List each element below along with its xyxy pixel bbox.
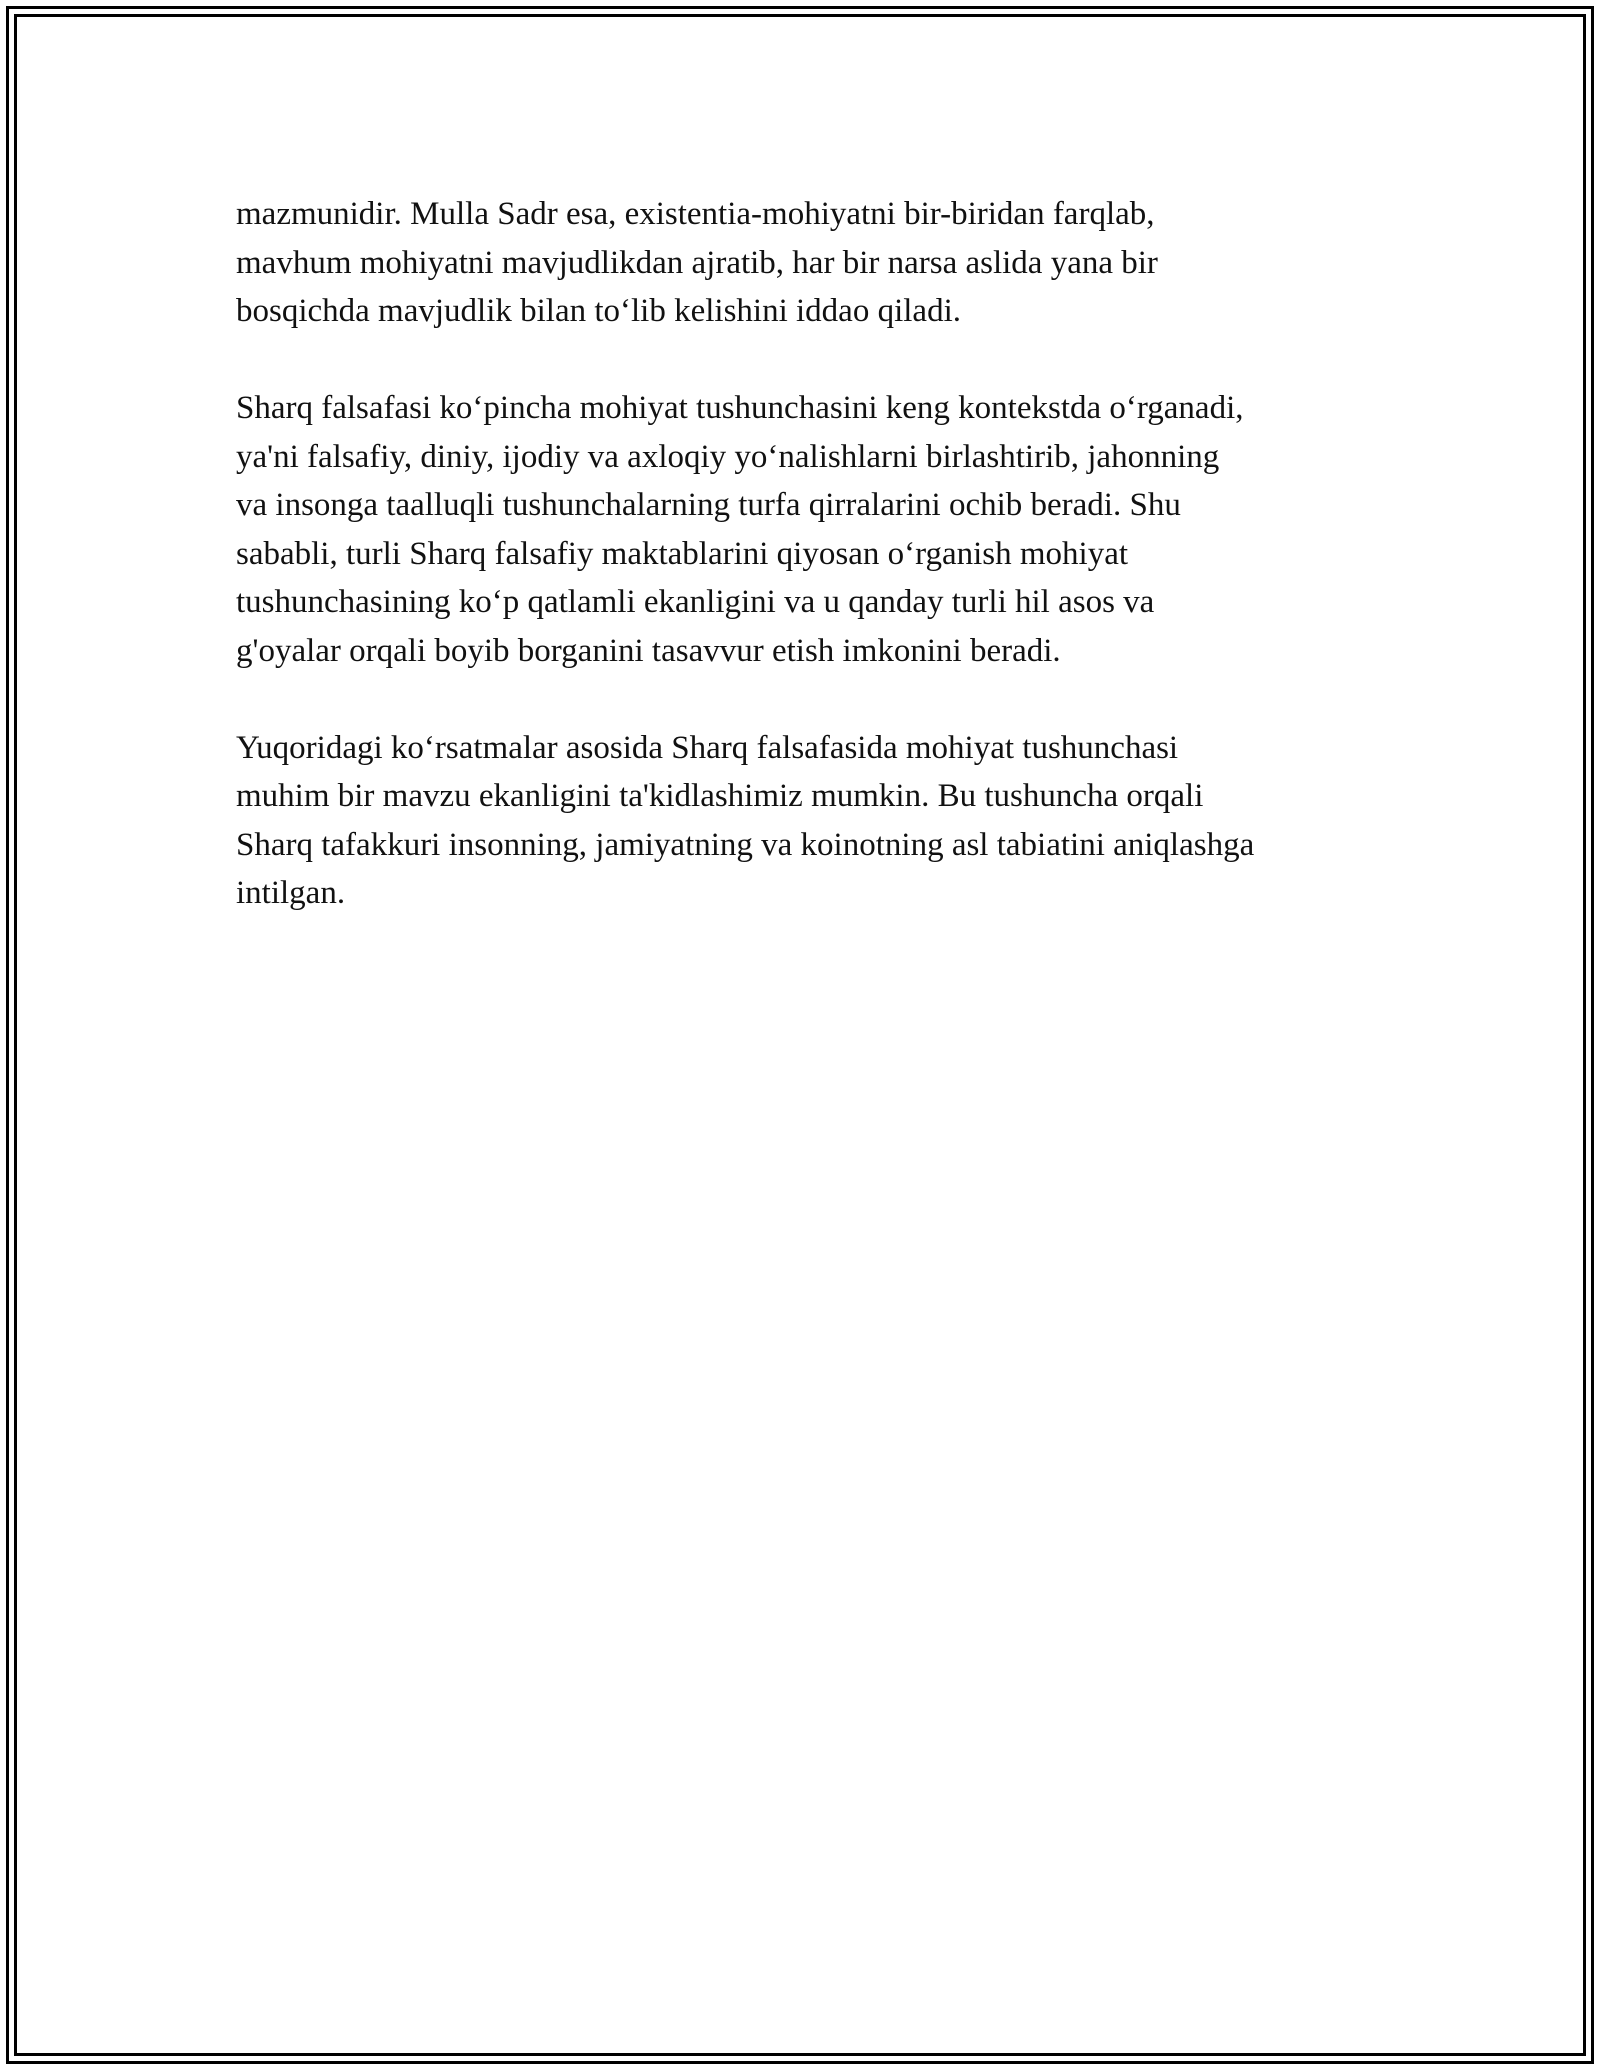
paragraph-3 [236,724,1416,918]
paragraph-2 [236,384,1416,675]
text-line: Yuqoridagi ko‘rsatmalar asosida Sharq falsafasida mohiyat tushunchasi [236,729,1179,766]
text-line: tushunchasining ko‘p qatlamli ekanligini va u qanday turli hil asos va [236,584,1155,620]
document-body [236,190,1416,966]
text-line: muhim bir mavzu ekanligini ta'kidlashimiz mumkin. Bu tushuncha orqali [236,778,1204,814]
text-line: bosqichda mavjudlik bilan to‘lib kelishini iddao qiladi. [236,293,961,329]
text-line: intilgan. [236,875,346,911]
text-line: ya'ni falsafiy, diniy, ijodiy va axloqiy yo‘nalishlarni birlashtirib, jahonning [236,438,1220,475]
text-line: Sharq tafakkuri insonning, jamiyatning va koinotning asl tabiatini aniqlashga [236,826,1255,863]
text-line: g'oyalar orqali boyib borganini tasavvur etish imkonini beradi. [236,632,1061,669]
text-line: sababli, turli Sharq falsafiy maktablarini qiyosan o‘rganish mohiyat [236,535,1129,572]
text-line: mavhum mohiyatni mavjudlikdan ajratib, har bir narsa aslida yana bir [236,244,1158,281]
text-line: va insonga taalluqli tushunchalarning turfa qirralarini ochib beradi. Shu [236,487,1181,523]
text-line: mazmunidir. Mulla Sadr esa, existentia-mohiyatni bir-biridan farqlab, [236,196,1155,232]
paragraph-1 [236,190,1416,336]
text-line: Sharq falsafasi ko‘pincha mohiyat tushunchasini keng kontekstda o‘rganadi, [236,390,1244,426]
